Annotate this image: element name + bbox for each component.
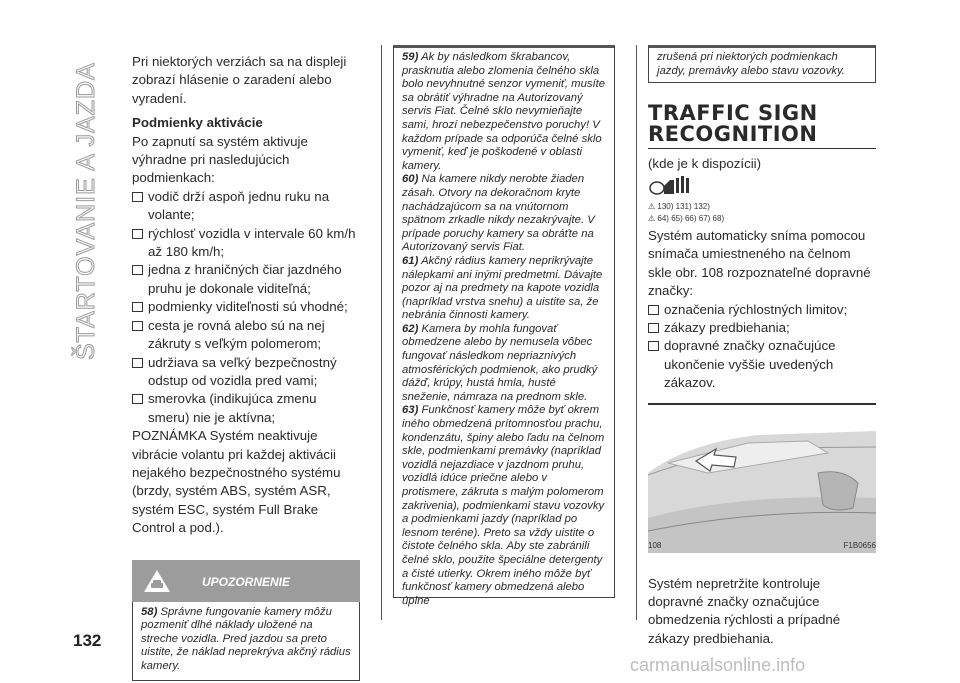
warning-title: UPOZORNENIE [202, 574, 291, 589]
figure-windshield-camera [648, 403, 876, 555]
bullet-item: vodič drží aspoň jednu ruku na volante; [132, 188, 360, 225]
bullet-box-icon [132, 358, 143, 368]
bullet-item: smerovka (indikujúca zmenu smeru) nie je aktívna; [132, 390, 360, 427]
warning-notes-box [393, 45, 615, 607]
section-heading: Podmienky aktivácie [132, 115, 263, 131]
page-number: 132 [73, 631, 102, 650]
column-divider [381, 45, 382, 620]
column-1 [132, 53, 360, 681]
section-side-title: ŠTARTOVANIE A JAZDA [72, 62, 100, 360]
bullet-box-icon [132, 394, 143, 404]
warning-number: 58) [141, 605, 158, 618]
windshield-camera-illustration [648, 413, 876, 553]
column-divider [636, 45, 637, 620]
bullet-box-icon [132, 229, 143, 239]
note-item: 61) Akčný rádius kamery neprikrývajte nálepkami ani inými predmetmi. Dávajte pozor aj na predmety na kapote vozidla (napríklad vrstva snehu) a uistite sa, že nebránia činnosti kamery. [402, 254, 603, 322]
warning-car-icon [142, 568, 172, 594]
warning-panel [132, 560, 360, 681]
lead-paragraph: Po zapnutí sa systém aktivuje výhradne pri nasledujúcich podmienkach: [132, 133, 308, 186]
warning-header [132, 560, 360, 602]
closing-paragraph: Systém nepretržite kontroluje dopravné značky označujúce obmedzenia rýchlosti a prípadné zákazy predbiehania. [648, 575, 841, 646]
bullet-box-icon [132, 321, 143, 331]
warning-refs: ⚠ 130) 131) 132) [648, 202, 710, 211]
bullet-item: udržiava sa veľký bezpečnostný odstup od vozidla pred vami; [132, 354, 360, 391]
section-title: TRAFFIC SIGN RECOGNITION [648, 103, 876, 149]
bullet-item: zákazy predbiehania; [648, 319, 876, 337]
warning-triangle-icon: ⚠ [648, 202, 656, 211]
note-paragraph: POZNÁMKA Systém neaktivuje vibrácie volantu pri každej aktivácii nejakého bezpečnostného systému (brzdy, systém ABS, systém ASR, systém ESC, systém Full Brake Control a pod.). [132, 428, 341, 536]
bullet-box-icon [132, 192, 143, 202]
bullet-box-icon [132, 302, 143, 312]
bullet-item: podmienky viditeľnosti sú vhodné; [132, 298, 360, 316]
bullet-item: označenia rýchlostných limitov; [648, 301, 876, 319]
column-2 [393, 45, 615, 607]
bullet-box-icon [648, 323, 659, 333]
figure-number: 108 [648, 540, 662, 550]
bullet-box-icon [132, 265, 143, 275]
continued-note-box: zrušená pri niektorých podmienkach jazdy, premávky alebo stavu vozovky. [648, 45, 876, 83]
bullet-item: rýchlosť vozidla v intervale 60 km/h až 180 km/h; [132, 225, 360, 262]
availability-note: (kde je k dispozícii) [648, 156, 762, 172]
intro-paragraph: Pri niektorých verziách sa na displeji zobrazí hlásenie o zaradení alebo vyradení. [132, 54, 347, 106]
bullet-item: cesta je rovná alebo sú na nej zákruty s veľkým polomerom; [132, 317, 360, 354]
bullet-box-icon [648, 341, 659, 351]
warning-text: Správne fungovanie kamery môžu pozmeniť dlhé náklady uložené na streche vozidla. Pred jazdou sa preto uistite, že náklad neprekrýva akčný rádius kamery. [141, 605, 351, 672]
bullet-box-icon [648, 305, 659, 315]
note-item: 59) Ak by následkom škrabancov, prasknutia alebo zlomenia čelného skla bolo nevyhnutné senzor vymeniť, musíte sa obrátiť výhradne na Autorizovaný servis Fiat. Čelné sklo nevymieňajte sami, hrozí nebezpečenstvo poruchy! V každom prípade sa odporúča čelné sklo vymeniť, keď je poškodené v oblasti kamery. [402, 51, 606, 172]
description-paragraph: Systém automaticky sníma pomocou snímača umiestneného na čelnom skle obr. 108 rozpoznateľné dopravné značky: [648, 228, 871, 299]
figure-code: F1B0656 [843, 540, 876, 550]
steering-sensor-icon [648, 174, 692, 196]
figure-caption [648, 537, 876, 555]
column-3 [648, 45, 876, 648]
note-item: 63) Funkčnosť kamery môže byť okrem iného obmedzená prítomnosťou prachu, kondenzátu, špiny alebo ľadu na čelnom skle, podmienkami premávky (napríklad vozidlá nejazdiace v jazdnom pruhu, vozidlá idúce priečne alebo v protismere, zákruta s malým polomerom zakrivenia), podmienkami stavu vozovky a podmienkami jazdy (napríklad po lesnom teréne). Preto sa vždy uistite o čistote čelného skla. Aby ste zabránili čelné sklo, použite špeciálne detergenty a čisté utierky. Okrem iného môže byť funkčnosť kamery obmedzená alebo úplne [402, 404, 605, 607]
caution-triangle-icon: ⚠ [648, 214, 656, 223]
bullet-item: dopravné značky označujúce ukončenie vyššie uvedených zákazov. [648, 337, 876, 392]
note-item: 60) Na kamere nikdy nerobte žiaden zásah. Otvory na dekoračnom kryte nachádzajúcom sa na vnútornom spätnom zrkadle nikdy nezakrývajte. V prípade poruchy kamery sa obráťte na Autorizovaný servis Fiat. [402, 173, 595, 254]
caution-refs: ⚠ 64) 65) 66) 67) 68) [648, 214, 725, 223]
bullet-item: jedna z hraničných čiar jazdného pruhu je dokonale viditeľná; [132, 261, 360, 298]
note-item: 62) Kamera by mohla fungovať obmedzene alebo by nemusela vôbec fungovať následkom nepriaznivých atmosférických podmienok, ako prudký dážď, krúpy, hustá hmla, husté sneženie, námraza na prednom skle. [402, 322, 598, 403]
warning-body [132, 602, 360, 681]
watermark: carmanualsonline.info [630, 655, 806, 675]
